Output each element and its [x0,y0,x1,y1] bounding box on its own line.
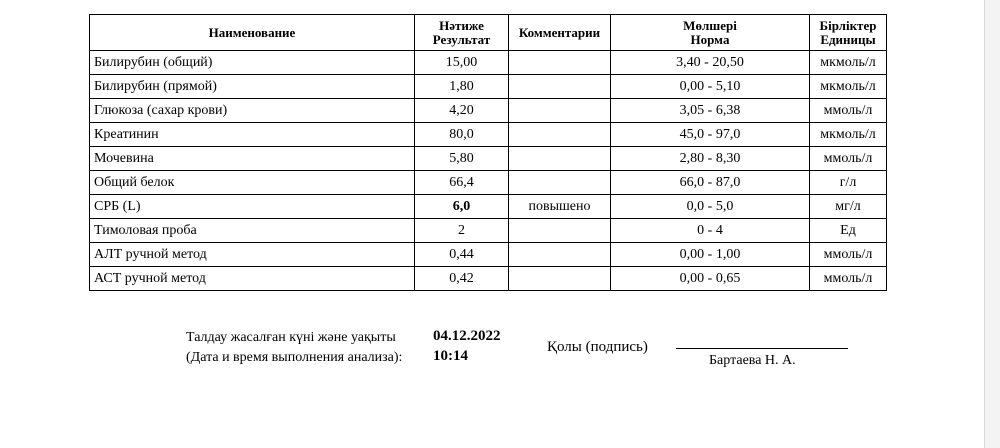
cell-name: Общий белок [90,171,415,195]
cell-comment [509,267,611,291]
column-header-unit-line1: Бірліктер [819,17,877,33]
column-header-name [90,15,415,51]
cell-unit: ммоль/л [810,243,887,267]
table-row [90,75,887,99]
table-row [90,99,887,123]
cell-result: 5,80 [415,147,509,171]
cell-name: Мочевина [90,147,415,171]
cell-name: Билирубин (прямой) [90,75,415,99]
results-table [89,14,887,291]
cell-norm: 0,0 - 5,0 [611,195,810,219]
column-header-result-line1: Нәтиже [439,17,484,33]
cell-unit: ммоль/л [810,147,887,171]
cell-result: 80,0 [415,123,509,147]
date-label-kz: Талдау жасалған күні және уақыты [186,330,396,345]
cell-result: 2 [415,219,509,243]
column-header-unit [810,15,887,51]
table-row [90,243,887,267]
cell-norm: 2,80 - 8,30 [611,147,810,171]
table-row [90,195,887,219]
column-header-comment [509,15,611,51]
column-header-result-line2: Результат [432,31,491,47]
cell-result: 4,20 [415,99,509,123]
signer-name: Бартаева Н. А. [709,353,796,368]
table-row [90,123,887,147]
cell-unit: г/л [810,171,887,195]
cell-norm: 3,40 - 20,50 [611,51,810,75]
cell-unit: мг/л [810,195,887,219]
cell-name: Билирубин (общий) [90,51,415,75]
table-row [90,267,887,291]
column-header-unit-line2: Единицы [820,31,876,47]
analysis-date: 04.12.2022 [433,328,501,344]
column-header-norm-line2: Норма [690,31,730,47]
cell-comment [509,147,611,171]
header-row [90,15,887,51]
column-header-norm [611,15,810,51]
cell-comment [509,51,611,75]
cell-name: АСТ ручной метод [90,267,415,291]
cell-name: СРБ (L) [90,195,415,219]
cell-unit: Ед [810,219,887,243]
cell-unit: ммоль/л [810,267,887,291]
cell-result: 15,00 [415,51,509,75]
column-header-norm-line1: Мөлшері [683,17,737,33]
results-body [90,51,887,291]
date-label-ru: (Дата и время выполнения анализа): [186,350,403,365]
table-row [90,171,887,195]
cell-norm: 0,00 - 0,65 [611,267,810,291]
cell-name: АЛТ ручной метод [90,243,415,267]
table-row [90,147,887,171]
signature-line [676,348,848,349]
cell-comment [509,243,611,267]
column-header-result [415,15,509,51]
window-edge [984,0,1000,448]
cell-name: Глюкоза (сахар крови) [90,99,415,123]
cell-unit: мкмоль/л [810,75,887,99]
cell-norm: 3,05 - 6,38 [611,99,810,123]
cell-comment: повышено [509,195,611,219]
cell-unit: ммоль/л [810,99,887,123]
cell-unit: мкмоль/л [810,123,887,147]
cell-norm: 0,00 - 5,10 [611,75,810,99]
cell-unit: мкмоль/л [810,51,887,75]
cell-norm: 66,0 - 87,0 [611,171,810,195]
cell-norm: 0,00 - 1,00 [611,243,810,267]
cell-comment [509,219,611,243]
cell-name: Креатинин [90,123,415,147]
column-header-comment-line1: Комментарии [518,24,601,40]
cell-name: Тимоловая проба [90,219,415,243]
cell-comment [509,171,611,195]
cell-result: 1,80 [415,75,509,99]
cell-result: 6,0 [415,195,509,219]
cell-norm: 0 - 4 [611,219,810,243]
table-row [90,51,887,75]
cell-comment [509,75,611,99]
cell-comment [509,99,611,123]
table-row [90,219,887,243]
signature-label: Қолы (подпись) [547,339,648,355]
cell-result: 66,4 [415,171,509,195]
cell-norm: 45,0 - 97,0 [611,123,810,147]
cell-result: 0,44 [415,243,509,267]
column-header-name-line1: Наименование [208,24,296,40]
analysis-time: 10:14 [433,348,468,364]
cell-comment [509,123,611,147]
cell-result: 0,42 [415,267,509,291]
